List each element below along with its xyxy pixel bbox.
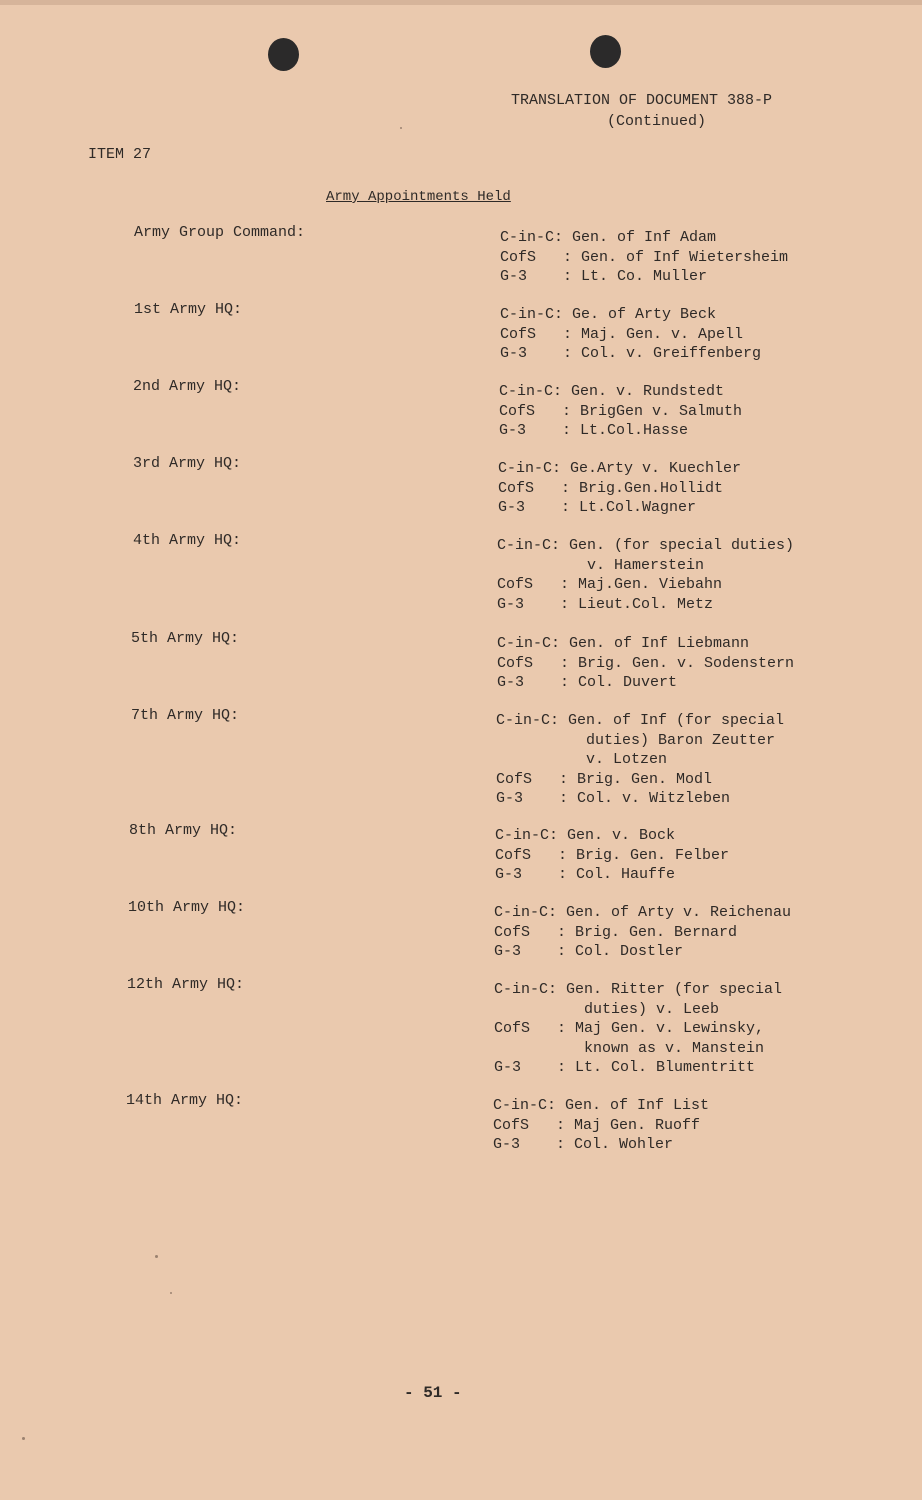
- unit-label: 1st Army HQ:: [134, 301, 243, 318]
- unit-label: 10th Army HQ:: [128, 899, 246, 916]
- appointment-line: C-in-C: Gen. of Inf Adam: [500, 229, 717, 246]
- appointment-line: G-3 : Col. Duvert: [497, 674, 678, 691]
- paper-speck: [170, 1292, 172, 1294]
- unit-label: 8th Army HQ:: [129, 822, 238, 839]
- unit-label: 4th Army HQ:: [133, 532, 242, 549]
- appointment-line: G-3 : Col. Hauffe: [495, 866, 676, 883]
- appointment-line: CofS : Brig. Gen. Modl: [496, 770, 713, 788]
- item-label: ITEM 27: [88, 146, 152, 163]
- appointment-line: G-3 : Lt.Col.Hasse: [499, 422, 689, 439]
- unit-label: 5th Army HQ:: [131, 630, 240, 647]
- paper-speck: [400, 127, 402, 129]
- appointment-line: C-in-C: Gen. of Inf Liebmann: [497, 635, 750, 652]
- appointment-line: G-3 : Lt.Col.Wagner: [498, 499, 697, 516]
- document-title: TRANSLATION OF DOCUMENT 388-P: [511, 92, 773, 109]
- appointment-line: C-in-C: Gen. Ritter (for special: [494, 981, 783, 998]
- paper-speck: [22, 1437, 25, 1440]
- appointment-line: CofS : Brig.Gen.Hollidt: [498, 479, 724, 497]
- appointment-line: G-3 : Col. v. Witzleben: [496, 790, 731, 807]
- page-number: - 51 -: [404, 1384, 462, 1402]
- appointment-line: CofS : Brig. Gen. Felber: [495, 846, 730, 864]
- appointment-line: CofS : Maj. Gen. v. Apell: [500, 325, 744, 343]
- appointment-line: C-in-C: Ge.Arty v. Kuechler: [498, 460, 742, 477]
- appointment-line: G-3 : Col. Wohler: [493, 1136, 674, 1153]
- paper-speck: [155, 1255, 158, 1258]
- top-edge: [0, 0, 922, 5]
- unit-label: 7th Army HQ:: [131, 707, 240, 724]
- unit-label: 2nd Army HQ:: [133, 378, 242, 395]
- appointment-line: C-in-C: Gen. of Inf List: [493, 1097, 710, 1114]
- appointment-line: CofS : Gen. of Inf Wietersheim: [500, 248, 789, 266]
- appointment-line: v. Lotzen: [496, 751, 668, 768]
- appointment-line: CofS : Maj Gen. Ruoff: [493, 1116, 701, 1134]
- appointment-line: C-in-C: Gen. v. Bock: [495, 827, 676, 844]
- punch-hole-right: [590, 35, 621, 68]
- appointment-line: G-3 : Lt. Co. Muller: [500, 268, 708, 285]
- document-subtitle: (Continued): [607, 113, 707, 130]
- appointment-line: CofS : BrigGen v. Salmuth: [499, 402, 743, 420]
- appointment-line: v. Hamerstein: [497, 556, 705, 574]
- section-title: Army Appointments Held: [326, 189, 511, 205]
- appointment-line: G-3 : Col. Dostler: [494, 943, 684, 960]
- appointment-line: C-in-C: Ge. of Arty Beck: [500, 306, 717, 323]
- punch-hole-left: [268, 38, 299, 71]
- appointment-line: CofS : Brig. Gen. Bernard: [494, 923, 738, 941]
- appointment-line: G-3 : Col. v. Greiffenberg: [500, 345, 762, 362]
- appointment-line: CofS : Maj.Gen. Viebahn: [497, 576, 723, 593]
- appointment-line: C-in-C: Gen. v. Rundstedt: [499, 383, 725, 400]
- unit-label: Army Group Command:: [134, 224, 306, 241]
- appointment-line: duties) v. Leeb: [494, 1000, 720, 1018]
- appointment-line: duties) Baron Zeutter: [496, 731, 776, 749]
- appointment-line: C-in-C: Gen. (for special duties): [497, 537, 795, 554]
- unit-label: 14th Army HQ:: [126, 1092, 244, 1109]
- appointment-line: CofS : Brig. Gen. v. Sodenstern: [497, 654, 795, 672]
- unit-label: 12th Army HQ:: [127, 976, 245, 993]
- appointment-line: known as v. Manstein: [494, 1039, 765, 1057]
- appointment-line: C-in-C: Gen. of Arty v. Reichenau: [494, 904, 792, 921]
- appointment-line: G-3 : Lt. Col. Blumentritt: [494, 1059, 756, 1076]
- appointment-line: CofS : Maj Gen. v. Lewinsky,: [494, 1020, 765, 1037]
- unit-label: 3rd Army HQ:: [133, 455, 242, 472]
- appointment-line: C-in-C: Gen. of Inf (for special: [496, 712, 785, 729]
- appointment-line: G-3 : Lieut.Col. Metz: [497, 595, 714, 613]
